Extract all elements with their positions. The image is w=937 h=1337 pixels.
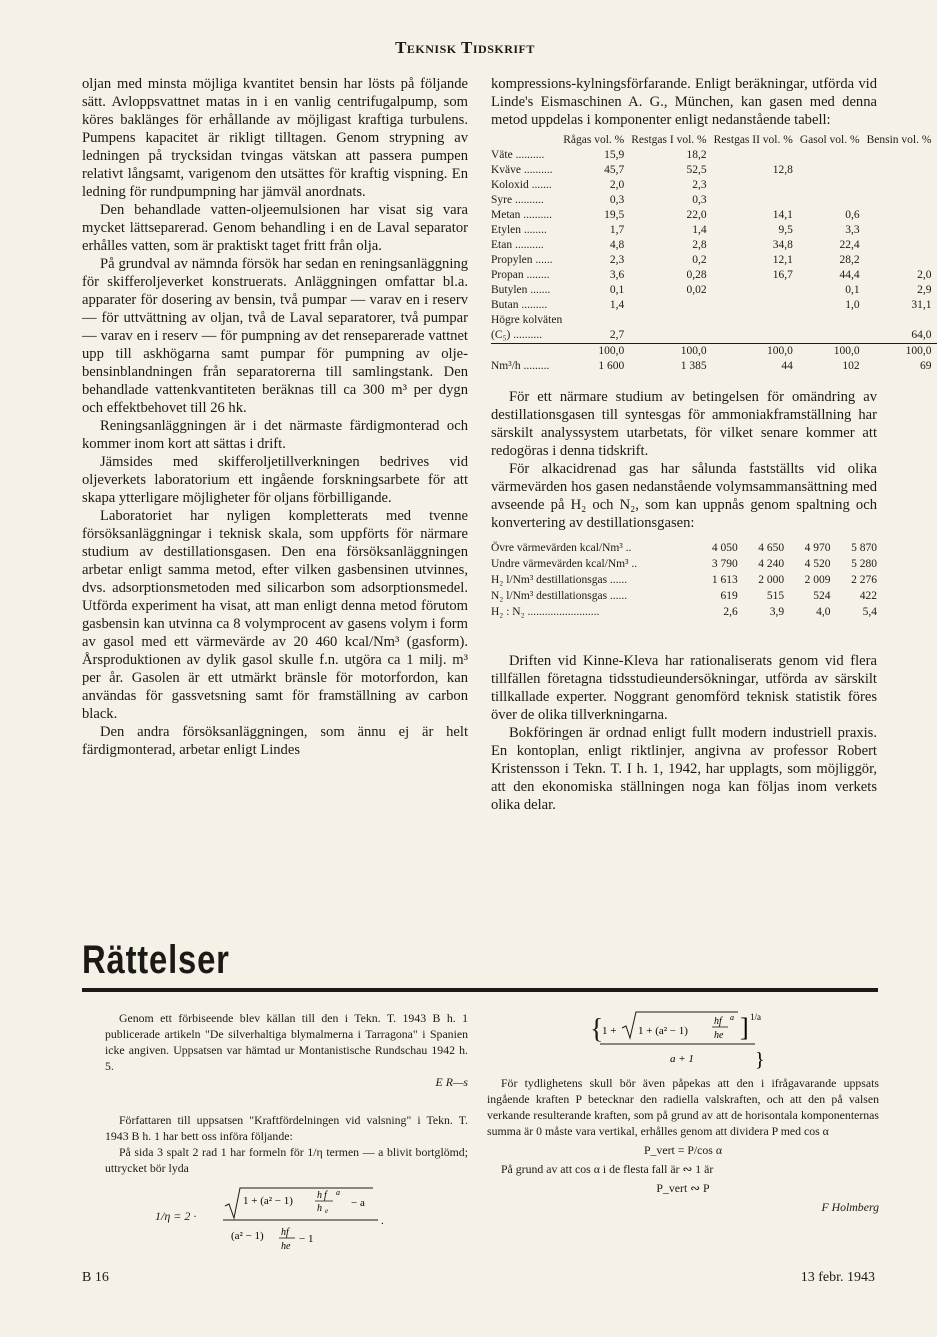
paragraph: kompressions-kylningsförfarande. Enligt beräkningar, utförda vid Linde's Eismaschinen A. G., München, kan gasen med denna metod uppdelas i komponenter enligt nedanstående tabell:	[491, 76, 877, 128]
table-cell	[630, 298, 712, 313]
svg-text:f: f	[324, 1190, 327, 1201]
table-cell	[866, 193, 937, 208]
table-cell: 5 870	[851, 542, 877, 554]
table-cell: 5 280	[851, 558, 877, 570]
row-label: Etan ..........	[491, 239, 544, 251]
row-label: Kväve ..........	[491, 164, 553, 176]
table-cell	[630, 328, 712, 344]
row-label: Metan ..........	[491, 209, 553, 221]
svg-text:]: ]	[740, 1013, 749, 1042]
table-cell: 2,8	[692, 239, 707, 251]
total-cell: 100,0	[866, 344, 937, 360]
total-cell: 100,0	[630, 344, 712, 360]
table-cell: 69	[919, 360, 932, 372]
table-cell: 0,02	[686, 284, 707, 296]
table-cell: 0,1	[609, 284, 625, 296]
table-row	[491, 604, 877, 620]
table-row	[491, 253, 937, 268]
gas-components-table	[491, 133, 937, 374]
equation: P_vert = P/cos α	[643, 1143, 723, 1157]
formula-2	[590, 1008, 820, 1070]
table-cell	[713, 178, 799, 193]
table-cell: 2,6	[723, 606, 738, 618]
table-cell	[799, 193, 866, 208]
total-cell: 100,0	[713, 344, 799, 360]
table-cell	[630, 313, 712, 328]
paragraph: Den behandlade vatten-oljeemulsionen har visat sig vara mycket lättseparerad. Genom behandling i en de Laval separator erhålles vatten, som är praktiskt taget fritt från olja.	[82, 202, 468, 254]
table-row	[491, 178, 937, 193]
table-cell: 1,7	[609, 224, 625, 236]
row-label: Etylen ........	[491, 224, 547, 236]
issue-date: 13 febr. 1943	[800, 1270, 875, 1285]
table-cell: 2,3	[609, 254, 625, 266]
table-cell: 2 276	[851, 574, 877, 586]
svg-text:1 +: 1 +	[602, 1025, 617, 1037]
table-cell	[713, 328, 799, 344]
row-label: H₂ : N₂ .........................	[491, 606, 600, 618]
table-row	[491, 283, 937, 298]
table-cell: 9,5	[778, 224, 793, 236]
correction-note: Genom ett förbiseende blev källan till den i Tekn. T. 1943 B h. 1 publicerade artikeln "De silverhaltiga blymalmerna i Tarragona" i Spanien icke angiven. Uppsatsen var hämtad ur Montanistische Rundschau 1942 h. 5.	[105, 1011, 468, 1073]
table-cell: 4 650	[758, 542, 785, 554]
table-cell: 0,3	[609, 194, 625, 206]
table-cell: 22,4	[839, 239, 860, 251]
section-title: Rättelser	[82, 938, 230, 982]
total-cell: 100,0	[562, 344, 630, 360]
table-row	[491, 163, 937, 178]
table-cell: 1 385	[680, 360, 707, 372]
row-label: Nm³/h .........	[491, 360, 550, 372]
svg-text:{: {	[590, 1014, 604, 1045]
table-cell: 524	[813, 590, 831, 602]
table-cell: 619	[720, 590, 738, 602]
column-header: Bensin vol. %	[866, 134, 932, 146]
row-label: Butan .........	[491, 299, 548, 311]
table-cell: 102	[842, 360, 860, 372]
table-cell	[799, 148, 866, 163]
table-cell: 15,9	[604, 149, 625, 161]
right-column	[491, 75, 932, 814]
table-cell: 4 240	[758, 558, 785, 570]
table-cell	[799, 313, 866, 328]
column-header: Gasol vol. %	[799, 134, 860, 146]
svg-text:hf: hf	[714, 1016, 722, 1027]
table-row	[491, 223, 937, 238]
table-cell: 4 050	[711, 542, 738, 554]
table-row	[491, 540, 877, 556]
svg-text:h: h	[317, 1203, 322, 1214]
svg-text:he: he	[281, 1241, 291, 1252]
table-cell: 0,1	[845, 284, 860, 296]
table-cell: 2,7	[609, 329, 625, 341]
table-cell: 4 520	[804, 558, 831, 570]
row-label: Väte ..........	[491, 149, 545, 161]
table-cell: 0,2	[692, 254, 707, 266]
table-cell: 1,4	[692, 224, 707, 236]
table-cell	[866, 148, 937, 163]
row-label: Övre värmevärden kcal/Nm³ ..	[491, 542, 632, 554]
table-cell: 44	[781, 360, 793, 372]
row-label: Propylen ......	[491, 254, 553, 266]
paragraph: På grundval av nämnda försök har sedan en reningsanläggning för skifferoljeverket konstruerats. Anläggningen omfattar bl.a. apparater för dosering av bensin, två pumpar — varav en i reserv — för uttvättning av oljan, två de Laval separatorer, två pumpar — varav en i reserv — för pumpning av det renseparerade vattnet upp till askhögarna samt pumpar för pumpning av olje-bensinblandningen från separatorerna till samlingstank. Den behandlade vattenkvantiteten beräknas till ca 300 m³ per dygn och effektbehovet till 26 hk.	[82, 256, 468, 416]
table-cell	[866, 208, 937, 223]
svg-text:a: a	[730, 1013, 734, 1022]
table-cell: 31,1	[911, 299, 932, 311]
table-cell: 0,3	[692, 194, 707, 206]
table-cell: 422	[859, 590, 877, 602]
table-cell: 4,0	[816, 606, 831, 618]
paragraph: Den andra försöksanläggningen, som ännu ej är helt färdigmonterad, arbetar enligt Lindes	[82, 724, 468, 758]
table-cell: 19,5	[604, 209, 625, 221]
table-row	[491, 268, 937, 283]
svg-text:}: }	[755, 1049, 765, 1071]
table-row	[491, 588, 877, 604]
svg-text:(a² − 1): (a² − 1)	[231, 1230, 264, 1242]
row-label: N₂ l/Nm³ destillationsgas ......	[491, 590, 628, 602]
row-label: Butylen .......	[491, 284, 551, 296]
table-cell: 22,0	[686, 209, 707, 221]
svg-text:1 + (a² − 1): 1 + (a² − 1)	[243, 1195, 293, 1207]
table-row	[491, 193, 937, 208]
table-row	[491, 556, 877, 572]
paragraph: För ett närmare studium av betingelsen för omändring av destillationsgasen till syntesgas för ammoniakframställning har särskilt analyssystem utarbetats, för vilket senare kommer att redogöras i denna tidskrift.	[491, 389, 877, 459]
table-body	[491, 148, 937, 374]
correction-note: På sida 3 spalt 2 rad 1 har formeln för 1/η termen — a blivit bortglömd; uttrycket bör lyda	[105, 1145, 468, 1175]
table-cell	[866, 163, 937, 178]
table-cell: 12,8	[772, 164, 793, 176]
table-cell	[713, 193, 799, 208]
table-row	[491, 238, 937, 253]
table-cell	[866, 253, 937, 268]
table-row	[491, 328, 937, 344]
svg-text:− a: − a	[351, 1197, 365, 1209]
table-cell: 3,3	[845, 224, 860, 236]
total-cell: 100,0	[799, 344, 866, 360]
paragraph: Bokföringen är ordnad enligt fullt modern industriell praxis. En kontoplan, enligt riktlinjer, angivna av professor Robert Kristensson i Tekn. T. I h. 1, 1942, har upplagts, som möjliggör, att den ekonomiska ställningen noga kan följas inom verkets olika delar.	[491, 725, 877, 813]
table-cell	[866, 313, 937, 328]
table-cell: 34,8	[772, 239, 793, 251]
svg-text:a: a	[336, 1188, 340, 1197]
table-cell: 14,1	[772, 209, 793, 221]
table-cell	[713, 148, 799, 163]
table-cell: 4 970	[804, 542, 831, 554]
table-cell: 1 613	[711, 574, 738, 586]
table-cell: 2,0	[917, 269, 932, 281]
table-cell	[799, 328, 866, 344]
table-cell: 18,2	[686, 149, 707, 161]
table-cell: 1,0	[845, 299, 860, 311]
correction-note: För tydlighetens skull bör även påpekas att den i ifrågavarande uppsats ingående kraften P betecknar den radiella valskraften, och att den på valsen verkande resulterande kraften, som på grund av att de horisontala komponenternas summa är 0 måste vara vertikal, erhålles genom att dividera P med cos α	[487, 1076, 879, 1138]
table-cell: 0,28	[686, 269, 707, 281]
svg-text:1 + (a² − 1): 1 + (a² − 1)	[638, 1025, 688, 1037]
paragraph: För alkacidrenad gas har sålunda fastställts vid olika värmevärden hos gasen nedanstående volymsammansättning med avseende på H₂ och N₂, som kan uppnås genom spaltning och konvertering av destillationsgasen:	[491, 461, 877, 531]
table-cell: 28,2	[839, 254, 860, 266]
table-row	[491, 208, 937, 223]
column-header: Rågas vol. %	[563, 134, 625, 146]
table-cell	[866, 238, 937, 253]
table-cell: 64,0	[911, 329, 932, 341]
formula-lhs: 1/η = 2 ·	[155, 1209, 197, 1223]
totals-row	[491, 344, 937, 360]
nm3-row	[491, 359, 937, 374]
table-cell: 2,3	[692, 179, 707, 191]
table-cell: 2,9	[917, 284, 932, 296]
svg-text:− 1: − 1	[299, 1233, 314, 1245]
paragraph: Reningsanläggningen är i det närmaste färdigmonterad och kommer inom kort att sättas i drift.	[82, 418, 468, 452]
corrections-left	[105, 1010, 468, 1254]
svg-text:.: .	[381, 1215, 384, 1227]
row-label: Undre värmevärden kcal/Nm³ ..	[491, 558, 638, 570]
column-header: Restgas II vol. %	[713, 134, 793, 146]
svg-text:he: he	[714, 1030, 724, 1041]
svg-text:a + 1: a + 1	[670, 1053, 694, 1065]
column-header: Restgas I vol. %	[631, 134, 707, 146]
row-label: Propan ........	[491, 269, 550, 281]
table-cell	[562, 313, 630, 328]
table-cell: 45,7	[604, 164, 625, 176]
table-row	[491, 313, 937, 328]
table-cell: 4,8	[609, 239, 625, 251]
table-body	[491, 540, 877, 620]
table-cell: 3,6	[609, 269, 625, 281]
table-cell: 2,0	[609, 179, 625, 191]
paragraph: Laboratoriet har nyligen kompletterats med tvenne försöksanläggningar i teknisk skala, som uppförts för närmare studium av destillationsgasen. Den ena försöksanläggningen arbetar enligt samma metod, efter vilken gasbensinen utvinnes, dvs. adsorptionsmetoden med silicarbon som adsorptionsmedel. Utförda experiment ha visat, att man enligt denna metod förutom gasbensin kan utvinna ca 8 volymprocent av gasens volym i form av gasol med ett värmevärde av 20 460 kcal/Nm³ (gasform). Årsproduktionen av dylik gasol skulle f.n. utgöra ca 1 milj. m³ per år. Gasolen är ett utmärkt bränsle för motorfordon, kan användas för gassvetsning samt för framställning av carbon black.	[82, 508, 468, 722]
table-cell: 3,9	[769, 606, 785, 618]
left-column	[82, 75, 468, 759]
table-cell: 2 009	[804, 574, 831, 586]
table-cell	[866, 223, 937, 238]
table-cell	[713, 298, 799, 313]
table-cell	[713, 283, 799, 298]
table-cell: 0,6	[845, 209, 860, 221]
table-cell: 12,1	[772, 254, 793, 266]
paragraph: Driften vid Kinne-Kleva har rationaliserats genom vid flera tillfällen företagna tidsstudieundersökningar, utförda av särskilt tillkallade experter. Noggrant genomförd teknisk statistik föres över de olika tillverkningarna.	[491, 653, 877, 723]
corrections-right	[487, 1075, 879, 1215]
table-cell: 515	[766, 590, 785, 602]
signature: E R—s	[435, 1075, 468, 1089]
table-cell: 1 600	[598, 360, 625, 372]
table-cell: 2 000	[758, 574, 785, 586]
correction-note: På grund av att cos α i de flesta fall är ∾ 1 är	[501, 1162, 714, 1176]
table-cell: 1,4	[609, 299, 625, 311]
table-cell: 3 790	[711, 558, 738, 570]
formula-1	[105, 1184, 468, 1254]
svg-text:hf: hf	[281, 1227, 289, 1238]
table-cell	[799, 163, 866, 178]
divider	[82, 988, 878, 992]
table-cell	[866, 178, 937, 193]
table-row	[491, 572, 877, 588]
svg-text:h: h	[317, 1190, 322, 1201]
correction-note: Författaren till uppsatsen "Kraftfördelningen vid valsning" i Tekn. T. 1943 B h. 1 har bett oss införa följande:	[105, 1113, 468, 1143]
table-row	[491, 148, 937, 163]
row-label: Koloxid .......	[491, 179, 552, 191]
table-cell: 5,4	[862, 606, 877, 618]
table-cell: 52,5	[686, 164, 707, 176]
paragraph: Jämsides med skifferoljetillverkningen bedrives vid oljeverkets laboratorium ett ingående forskningsarbete för att skapa ytterligare möjligheter för oljans förbilligande.	[82, 454, 468, 506]
row-label: Högre kolväten	[491, 314, 563, 326]
svg-text:e: e	[325, 1207, 329, 1215]
page-number: B 16	[82, 1270, 109, 1285]
table-cell: 44,4	[839, 269, 860, 281]
row-label: Syre ..........	[491, 194, 544, 206]
row-label: H₂ l/Nm³ destillationsgas ......	[491, 574, 628, 586]
row-label: (C₅) ..........	[491, 329, 542, 341]
signature: F Holmberg	[821, 1200, 879, 1214]
table-cell	[799, 178, 866, 193]
journal-header: Teknisk Tidskrift	[395, 38, 535, 57]
paragraph: oljan med minsta möjliga kvantitet bensin har lösts på följande sätt. Avloppsvattnet matas in i en vanlig centrifugalpump, som köres baklänges för erhållande av möjligast kraftiga turbulens. Pumpens kapacitet är rikligt tilltagen. Genom strypning av ledningen på trycksidan tvingas vätskan att passera pumpen relativt långsamt, varigenom den utsättes för kraftig vispning. En ledning för rundpumpning har jämväl anordnats.	[82, 76, 468, 200]
svg-text:1/a: 1/a	[750, 1012, 761, 1022]
formula-fraction	[223, 1184, 463, 1254]
heating-value-table	[491, 540, 877, 620]
table-row	[491, 298, 937, 313]
table-cell	[713, 313, 799, 328]
equation: P_vert ∾ P	[656, 1181, 710, 1195]
table-cell: 16,7	[772, 269, 793, 281]
